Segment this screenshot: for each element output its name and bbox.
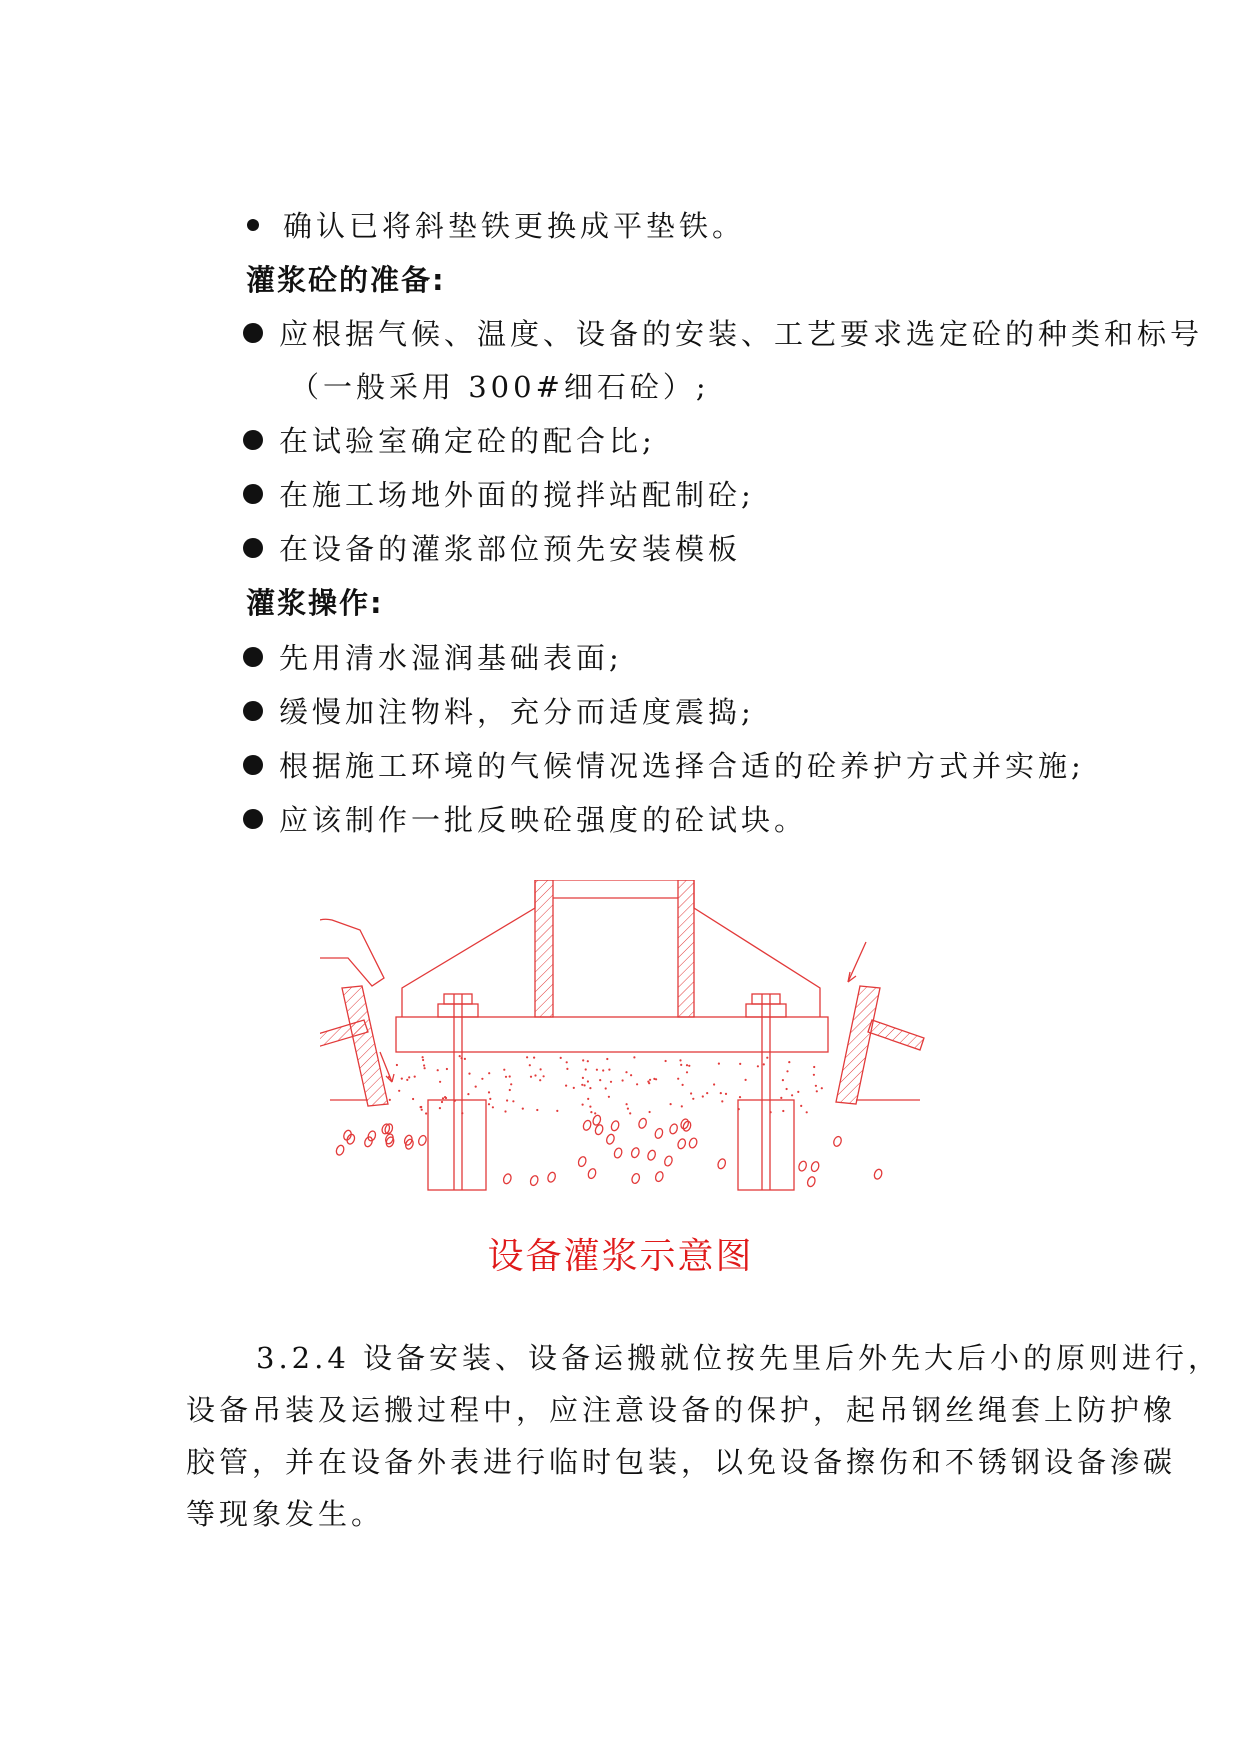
list-item — [243, 473, 755, 514]
formwork-left — [342, 986, 388, 1106]
list-item-text: 根据施工环境的气候情况选择合适的砼养护方式并实施; — [279, 749, 1085, 783]
equipment-baseplate — [396, 1017, 828, 1052]
bullet-icon — [243, 430, 263, 450]
section-heading-grout-prep: 灌浆砼的准备: — [246, 263, 446, 297]
list-item — [243, 744, 1085, 785]
list-item — [243, 636, 623, 677]
list-item-text: 缓慢加注物料，充分而适度震捣; — [279, 695, 755, 729]
bullet-icon — [243, 484, 263, 504]
column-wall-right — [678, 880, 694, 1017]
list-item — [243, 527, 741, 568]
column-wall-left — [535, 880, 553, 1017]
list-item-continuation: （一般采用 300#细石砼）; — [290, 370, 710, 404]
pouring-funnel — [320, 919, 384, 986]
section-heading-grout-op: 灌浆操作: — [246, 586, 384, 620]
paragraph-3-2-4 — [186, 1332, 1222, 1540]
grout-bed — [380, 1052, 840, 1120]
bullet-icon — [243, 755, 263, 775]
foundation-aggregate — [335, 1114, 883, 1187]
bullet-icon — [243, 538, 263, 558]
bullet-icon — [247, 219, 259, 231]
paragraph-line: 胶管，并在设备外表进行临时包装，以免设备擦伤和不锈钢设备渗碳 — [186, 1445, 1177, 1479]
equipment-body-left — [402, 880, 535, 1017]
bullet-icon — [243, 701, 263, 721]
figure-caption: 设备灌浆示意图 — [487, 1236, 754, 1277]
list-item-text: 在试验室确定砼的配合比; — [279, 424, 656, 458]
list-item — [243, 419, 656, 460]
flow-arrow-right — [848, 942, 866, 982]
list-item-text: 先用清水湿润基础表面; — [279, 641, 623, 675]
grouting-diagram — [320, 880, 1040, 1220]
list-item-text: 应根据气候、温度、设备的安装、工艺要求选定砼的种类和标号 — [279, 317, 1204, 351]
formwork-right — [836, 986, 880, 1104]
list-item — [243, 204, 745, 245]
paragraph-line: 设备吊装及运搬过程中，应注意设备的保护，起吊钢丝绳套上防护橡 — [186, 1393, 1177, 1427]
brace-right — [868, 1020, 924, 1050]
list-item — [243, 690, 755, 731]
paragraph-line: 3.2.4 设备安装、设备运搬就位按先里后外先大后小的原则进行， — [256, 1341, 1222, 1375]
bullet-icon — [243, 809, 263, 829]
list-item — [243, 312, 1203, 353]
bullet-icon — [243, 647, 263, 667]
list-item-text: 确认已将斜垫铁更换成平垫铁。 — [283, 209, 746, 243]
bullet-icon — [243, 323, 263, 343]
list-item-text: 应该制作一批反映砼强度的砼试块。 — [279, 803, 808, 837]
equipment-body-right — [694, 880, 820, 1017]
paragraph-line: 等现象发生。 — [186, 1497, 385, 1531]
list-item-text: 在设备的灌浆部位预先安装模板 — [279, 532, 742, 566]
list-item-text: 在施工场地外面的搅拌站配制砼; — [279, 478, 755, 512]
list-item — [243, 798, 807, 839]
